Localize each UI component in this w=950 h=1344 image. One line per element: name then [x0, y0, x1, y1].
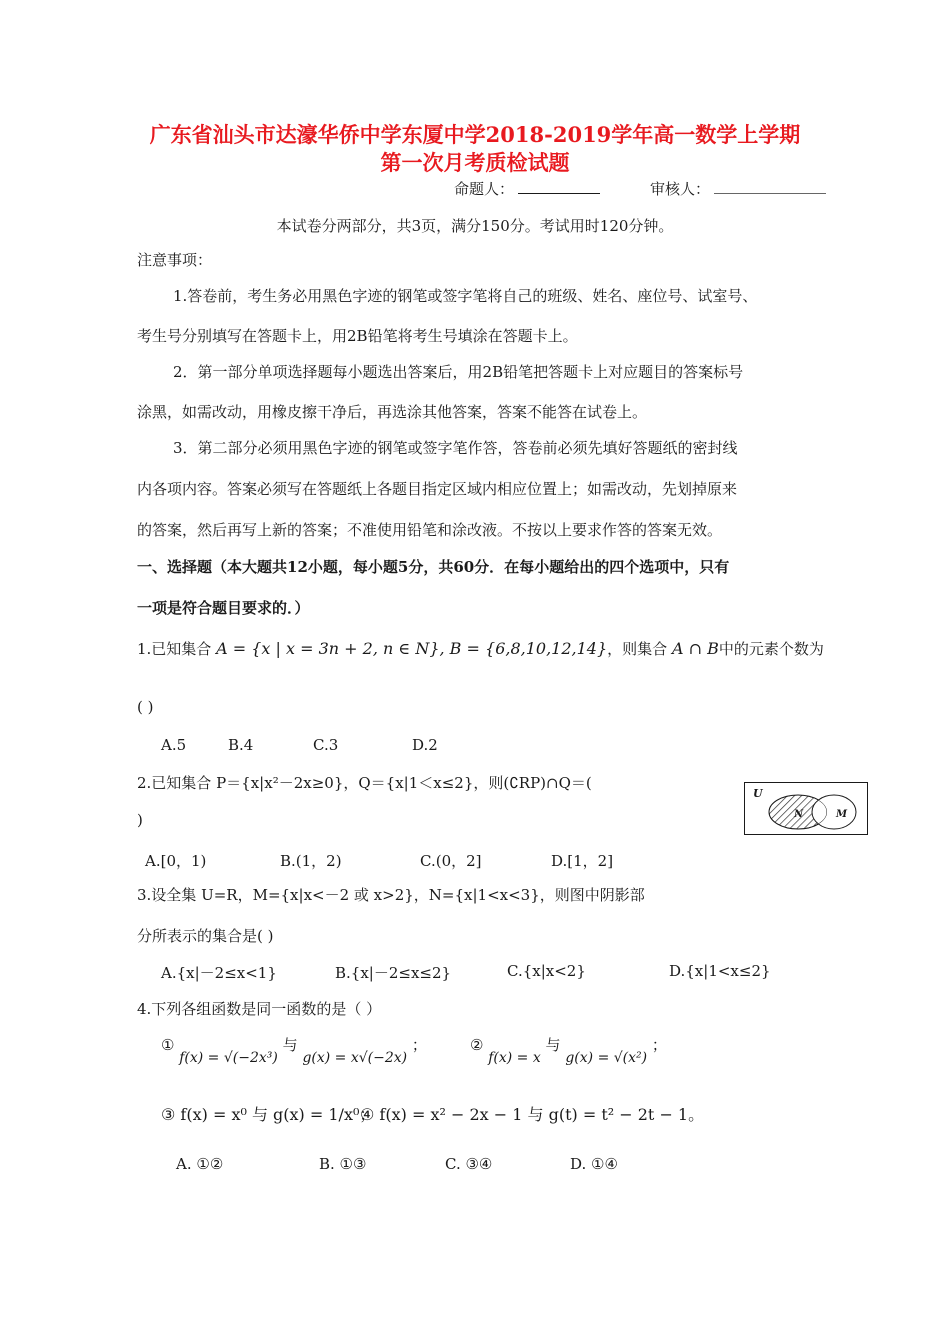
- q1-paren: ( ): [137, 698, 154, 716]
- q4-item3-text: ③ f(x) = x⁰ 与 g(x) = 1/x⁰；: [161, 1105, 376, 1124]
- notice-p1-line1: 1.答卷前，考生务必用黑色字迹的钢笔或签字笔将自己的班级、姓名、座位号、试室号、: [173, 287, 758, 305]
- question-4-line1: 4.下列各组函数是同一函数的是（ ）: [137, 1000, 382, 1018]
- notice-p1-line2: 考生号分别填写在答题卡上，用2B铅笔将考生号填涂在答题卡上。: [137, 327, 578, 345]
- venn-label-n: N: [794, 809, 804, 820]
- q3-option-c: C.{x|x<2}: [507, 962, 586, 980]
- venn-diagram: [744, 782, 869, 836]
- title-line-1: 广东省汕头市达濠华侨中学东厦中学2018-2019学年高一数学上学期: [149, 122, 801, 147]
- q4-item2-num: ②: [470, 1036, 484, 1054]
- q4-item1-g: g(x) = x√(−2x): [302, 1050, 408, 1066]
- q1-mid: ，则集合: [607, 640, 668, 658]
- question-2-line2: ): [137, 811, 143, 829]
- q2-option-b: B.(1，2): [280, 852, 342, 870]
- question-1: [137, 638, 824, 659]
- q1-suffix: 中的元素个数为: [718, 640, 824, 658]
- notice-p3-line3: 的答案，然后再写上新的答案；不准使用铅笔和涂改液。不按以上要求作答的答案无效。: [137, 521, 723, 539]
- q2-option-a: A.[0，1): [145, 852, 207, 870]
- q4-item-3: [161, 1102, 375, 1125]
- q4-item1-num: ①: [161, 1036, 175, 1054]
- q4-option-a: A. ①②: [176, 1155, 224, 1173]
- q4-item-2: [470, 1034, 667, 1066]
- notice-p3-line1: 3．第二部分必须用黑色字迹的钢笔或签字笔作答，答卷前必须先填好答题纸的密封线: [173, 439, 738, 457]
- q4-option-c: C. ③④: [445, 1155, 493, 1173]
- q4-item1-end: ；: [411, 1036, 427, 1054]
- q4-item-1: [161, 1034, 427, 1066]
- reviewer-field: [650, 178, 826, 199]
- question-3-line2: 分所表示的集合是( ): [137, 927, 274, 945]
- q4-item2-f: f(x) = x: [488, 1050, 541, 1066]
- q3-option-a: A.{x|－2≤x<1}: [161, 964, 277, 982]
- notice-heading: 注意事项：: [137, 251, 213, 269]
- section-1-heading-line2: 一项是符合题目要求的．）: [137, 599, 310, 617]
- exam-intro: 本试卷分两部分，共3页，满分150分。考试用时120分钟。: [276, 217, 674, 235]
- title-line-2: 第一次月考质检试题: [380, 150, 570, 175]
- section-1-heading-line1: 一、选择题（本大题共12小题，每小题5分，共60分．在每小题给出的四个选项中，只有: [137, 558, 730, 576]
- reviewer-blank: [714, 179, 826, 194]
- q1-prefix: 1.已知集合: [137, 640, 212, 658]
- question-2-line1: 2.已知集合 P＝{x|x²－2x≥0}，Q＝{x|1＜x≤2}，则(∁RP)∩Q＝(: [137, 774, 592, 792]
- q4-item1-f: f(x) = √(−2x³): [179, 1050, 278, 1066]
- q4-option-b: B. ①③: [319, 1155, 367, 1173]
- q3-option-b: B.{x|－2≤x≤2}: [335, 964, 452, 982]
- q4-item-4: [360, 1102, 704, 1125]
- q4-item2-g: g(x) = √(x²): [565, 1050, 648, 1066]
- q4-item2-end: ；: [651, 1036, 667, 1054]
- q2-option-c: C.(0，2]: [420, 852, 482, 870]
- notice-p2-line2: 涂黑，如需改动，用橡皮擦干净后，再选涂其他答案，答案不能答在试卷上。: [137, 403, 648, 421]
- notice-p2-line1: 2．第一部分单项选择题每小题选出答案后，用2B铅笔把答题卡上对应题目的答案标号: [173, 363, 744, 381]
- q1-sets-formula: A = {x | x = 3n + 2, n ∈ N}, B = {6,8,10,12,14}: [216, 639, 608, 658]
- q4-item4-text: ④ f(x) = x² − 2x − 1 与 g(t) = t² − 2t − 1。: [360, 1105, 705, 1124]
- q3-option-d: D.{x|1<x≤2}: [669, 962, 771, 980]
- q2-option-d: D.[1，2]: [551, 852, 614, 870]
- venn-label-m: M: [836, 809, 848, 820]
- q4-option-d: D. ①④: [570, 1155, 618, 1173]
- q1-intersection-formula: A ∩ B: [671, 639, 719, 658]
- venn-label-u: U: [753, 787, 763, 800]
- q1-option-a: A.5: [161, 736, 187, 754]
- author-blank: [518, 179, 600, 194]
- q1-option-d: D.2: [412, 736, 438, 754]
- q4-item1-and: 与: [282, 1036, 298, 1054]
- notice-p3-line2: 内各项内容。答案必须写在答题纸上各题目指定区域内相应位置上；如需改动，先划掉原来: [137, 480, 738, 498]
- q4-item2-and: 与: [545, 1036, 561, 1054]
- author-label: 命题人：: [454, 180, 515, 198]
- reviewer-label: 审核人：: [650, 180, 711, 198]
- question-3-line1: 3.设全集 U=R，M={x|x<－2 或 x>2}，N={x|1<x<3}，则图中阴影部: [137, 886, 645, 904]
- q1-option-b: B.4: [228, 736, 254, 754]
- author-field: [454, 178, 600, 199]
- q1-option-c: C.3: [313, 736, 339, 754]
